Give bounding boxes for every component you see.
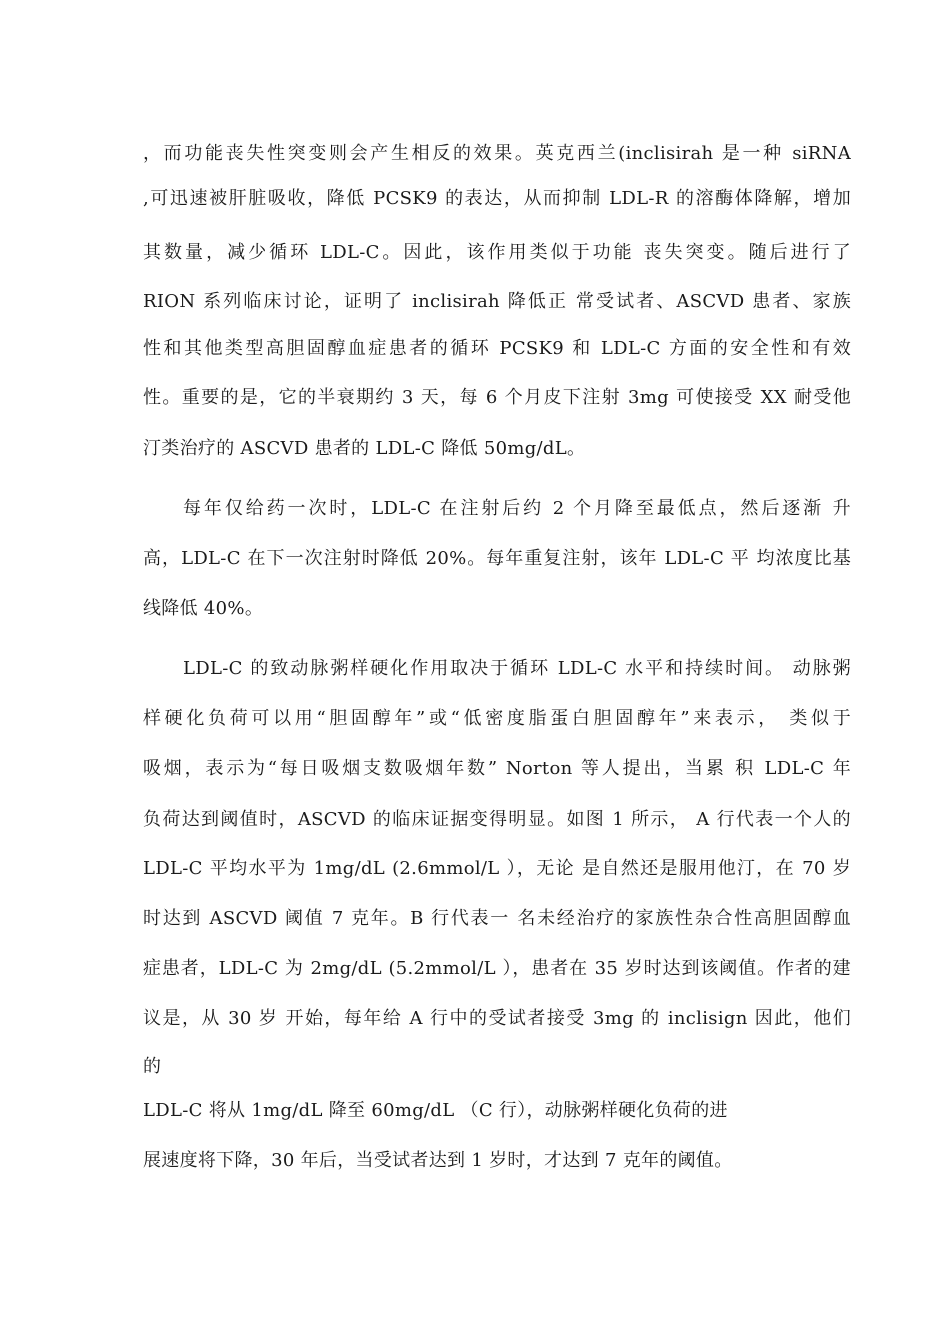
text-line: 时达到 ASCVD 阈值 7 克年。B 行代表一 名未经治疗的家族性杂合性高胆固醇血 bbox=[143, 908, 851, 929]
text-line: 线降低 40%。 bbox=[143, 598, 264, 619]
text-line: LDL-C 的致动脉粥样硬化作用取决于循环 LDL-C 水平和持续时间。 动脉粥 bbox=[183, 658, 851, 679]
text-line: 汀类治疗的 ASCVD 患者的 LDL-C 降低 50mg/dL。 bbox=[143, 438, 586, 459]
text-line: 样硬化负荷可以用“胆固醇年”或“低密度脂蛋白胆固醇年”来表示， 类似于 bbox=[143, 708, 851, 729]
text-line: 高，LDL-C 在下一次注射时降低 20%。每年重复注射，该年 LDL-C 平 均浓度比基 bbox=[143, 548, 851, 569]
text-line: 性和其他类型高胆固醇血症患者的循环 PCSK9 和 LDL-C 方面的安全性和有效 bbox=[143, 338, 851, 359]
text-line: 其数量，减少循环 LDL-C。因此，该作用类似于功能 丧失突变。随后进行了 bbox=[143, 242, 851, 263]
text-line: ，而功能丧失性突变则会产生相反的效果。英克西兰(inclisirah 是一种 siRNA bbox=[143, 143, 851, 164]
text-line: 每年仅给药一次时，LDL-C 在注射后约 2 个月降至最低点，然后逐渐 升 bbox=[183, 498, 851, 519]
text-line: 症患者，LDL-C 为 2mg/dL (5.2mmol/L ），患者在 35 岁时达到该阈值。作者的建 bbox=[143, 958, 851, 979]
text-line: 性。重要的是，它的半衰期约 3 天，每 6 个月皮下注射 3mg 可使接受 XX 耐受他 bbox=[143, 387, 851, 408]
text-line: 议是，从 30 岁 开始，每年给 A 行中的受试者接受 3mg 的 inclisign 因此，他们 bbox=[143, 1008, 851, 1029]
text-line: 的 bbox=[143, 1056, 162, 1077]
text-line: 吸烟，表示为“每日吸烟支数吸烟年数” Norton 等人提出，当累 积 LDL-C 年 bbox=[143, 758, 851, 779]
text-line: ,可迅速被肝脏吸收，降低 PCSK9 的表达，从而抑制 LDL-R 的溶酶体降解，增加 bbox=[143, 188, 851, 209]
text-line: LDL-C 将从 1mg/dL 降至 60mg/dL （C 行），动脉粥样硬化负荷的进 bbox=[143, 1100, 728, 1121]
text-line: RION 系列临床讨论，证明了 inclisirah 降低正 常受试者、ASCVD 患者、家族 bbox=[143, 291, 851, 312]
text-line: LDL-C 平均水平为 1mg/dL (2.6mmol/L ），无论 是自然还是服用他汀，在 70 岁 bbox=[143, 858, 851, 879]
text-line: 展速度将下降，30 年后，当受试者达到 1 岁时，才达到 7 克年的阈值。 bbox=[143, 1150, 733, 1171]
text-line: 负荷达到阈值时，ASCVD 的临床证据变得明显。如图 1 所示， A 行代表一个人的 bbox=[143, 809, 851, 830]
